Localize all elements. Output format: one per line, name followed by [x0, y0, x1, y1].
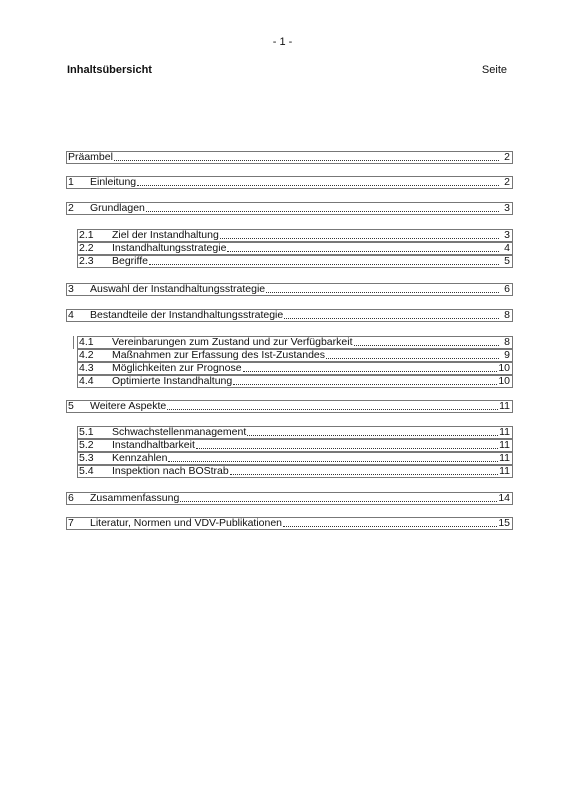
toc-entry-number: 4.3	[79, 362, 94, 374]
toc-page-column-header: Seite	[481, 64, 507, 76]
toc-entry-2-3[interactable]	[77, 255, 513, 268]
toc-entry-number: 4.4	[79, 375, 94, 387]
toc-entry-number: 5.2	[79, 439, 94, 451]
toc-entry-number: 2.1	[79, 229, 94, 241]
toc-leader-dots	[137, 183, 499, 186]
toc-entry-label: Weitere Aspekte	[90, 400, 167, 412]
toc-leader-dots	[354, 343, 500, 346]
toc-entry-page: 14	[498, 492, 510, 504]
toc-entry-label: Instandhaltbarkeit	[112, 439, 195, 451]
toc-entry-number: 4.1	[79, 336, 94, 348]
toc-entry-7[interactable]	[66, 517, 513, 530]
toc-entry-5-3[interactable]	[77, 452, 513, 465]
toc-entry-page: 3	[504, 202, 510, 214]
toc-entry-number: 2.3	[79, 255, 94, 267]
toc-entry-number: 4	[68, 309, 74, 321]
toc-entry-page: 10	[498, 362, 510, 374]
toc-leader-dots	[243, 369, 498, 372]
toc-entry-praeambel[interactable]	[66, 151, 513, 164]
toc-leader-dots	[283, 524, 497, 527]
toc-entry-label: Auswahl der Instandhaltungsstrategie	[90, 283, 266, 295]
toc-leader-dots	[146, 209, 499, 212]
toc-entry-number: 5	[68, 400, 74, 412]
toc-entry-page: 11	[499, 452, 510, 464]
toc-leader-dots	[326, 356, 499, 359]
toc-entry-number: 7	[68, 517, 74, 529]
toc-leader-dots	[227, 249, 499, 252]
toc-entry-page: 9	[504, 349, 510, 361]
toc-leader-dots	[196, 446, 498, 449]
toc-leader-dots	[233, 382, 497, 385]
toc-entry-6[interactable]	[66, 492, 513, 505]
toc-entry-page: 2	[504, 176, 510, 188]
toc-entry-page: 11	[499, 426, 510, 438]
toc-entry-page: 6	[504, 283, 510, 295]
page-number: - 1 -	[272, 36, 293, 48]
toc-entry-label: Kennzahlen	[112, 452, 168, 464]
toc-entry-label: Inspektion nach BOStrab	[112, 465, 229, 477]
toc-entry-page: 11	[499, 465, 510, 477]
toc-entry-number: 1	[68, 176, 74, 188]
layout-tick-mark	[73, 336, 74, 349]
toc-entry-label: Instandhaltungsstrategie	[112, 242, 227, 254]
toc-entry-page: 5	[504, 255, 510, 267]
toc-entry-label: Ziel der Instandhaltung	[112, 229, 219, 241]
toc-entry-page: 3	[504, 229, 510, 241]
toc-entry-number: 2	[68, 202, 74, 214]
toc-entry-4[interactable]	[66, 309, 513, 322]
toc-entry-label: Möglichkeiten zur Prognose	[112, 362, 242, 374]
toc-entry-4-2[interactable]	[77, 349, 513, 362]
toc-entry-5-4[interactable]	[77, 465, 513, 478]
toc-entry-number: 6	[68, 492, 74, 504]
toc-entry-4-4[interactable]	[77, 375, 513, 388]
toc-entry-label: Grundlagen	[90, 202, 145, 214]
toc-entry-number: 3	[68, 283, 74, 295]
toc-entry-3[interactable]	[66, 283, 513, 296]
toc-entry-5-1[interactable]	[77, 426, 513, 439]
toc-leader-dots	[247, 433, 498, 436]
toc-entry-4-1[interactable]	[77, 336, 513, 349]
toc-entry-label: Literatur, Normen und VDV-Publikationen	[90, 517, 283, 529]
toc-entry-page: 2	[504, 151, 510, 163]
toc-leader-dots	[149, 262, 499, 265]
toc-entry-label: Maßnahmen zur Erfassung des Ist-Zustandes	[112, 349, 326, 361]
toc-entry-number: 4.2	[79, 349, 94, 361]
toc-entry-label: Zusammenfassung	[90, 492, 180, 504]
toc-entry-label: Vereinbarungen zum Zustand und zur Verfügbarkeit	[112, 336, 353, 348]
toc-entry-label: Präambel	[68, 151, 113, 163]
toc-entry-number: 5.3	[79, 452, 94, 464]
toc-leader-dots	[168, 459, 498, 462]
toc-entry-label: Schwachstellenmanagement	[112, 426, 247, 438]
toc-entry-4-3[interactable]	[77, 362, 513, 375]
toc-entry-number: 2.2	[79, 242, 94, 254]
toc-entry-2-1[interactable]	[77, 229, 513, 242]
toc-leader-dots	[167, 407, 498, 410]
toc-entry-label: Einleitung	[90, 176, 137, 188]
toc-title: Inhaltsübersicht	[67, 64, 152, 76]
toc-entry-label: Optimierte Instandhaltung	[112, 375, 233, 387]
toc-entry-page: 4	[504, 242, 510, 254]
toc-entry-page: 8	[504, 336, 510, 348]
toc-leader-dots	[180, 499, 497, 502]
toc-leader-dots	[114, 158, 499, 161]
toc-entry-5[interactable]	[66, 400, 513, 413]
toc-entry-page: 10	[498, 375, 510, 387]
toc-entry-label: Bestandteile der Instandhaltungsstrategie	[90, 309, 284, 321]
toc-entry-2-2[interactable]	[77, 242, 513, 255]
toc-entry-page: 15	[498, 517, 510, 529]
toc-entry-page: 8	[504, 309, 510, 321]
toc-entry-label: Begriffe	[112, 255, 148, 267]
toc-entry-1[interactable]	[66, 176, 513, 189]
toc-leader-dots	[284, 316, 499, 319]
toc-entry-2[interactable]	[66, 202, 513, 215]
toc-leader-dots	[266, 290, 499, 293]
toc-entry-number: 5.4	[79, 465, 94, 477]
toc-leader-dots	[220, 236, 499, 239]
toc-leader-dots	[230, 472, 498, 475]
toc-entry-5-2[interactable]	[77, 439, 513, 452]
toc-entry-page: 11	[499, 439, 510, 451]
toc-entry-number: 5.1	[79, 426, 94, 438]
toc-entry-page: 11	[499, 400, 510, 412]
